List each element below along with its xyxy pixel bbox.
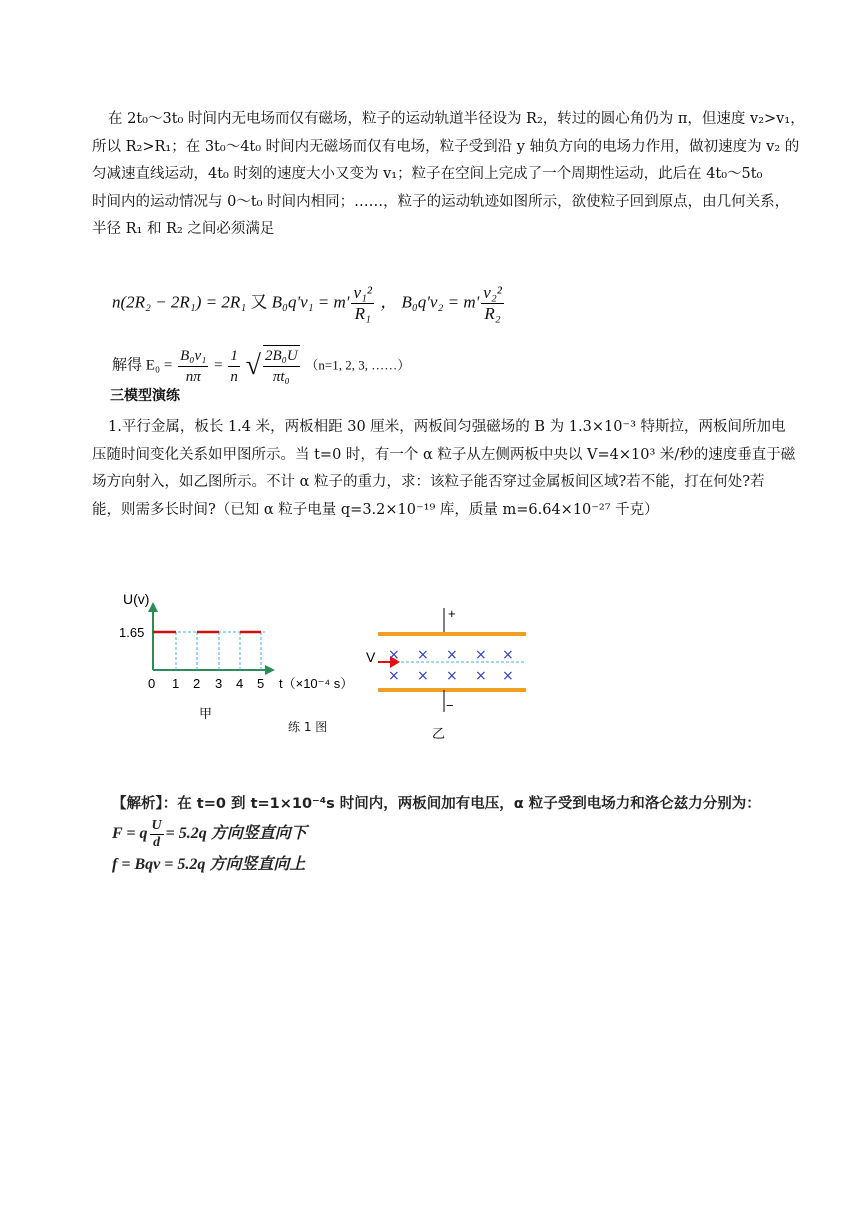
y-value-label: 1.65 (119, 625, 145, 640)
field-cross-icon: × (388, 668, 400, 684)
field-cross-icon: × (388, 647, 400, 663)
magnetic-field-marks (388, 647, 514, 684)
x-axis-label: t（×10⁻⁴ s） (279, 676, 354, 691)
sqrt-fraction (263, 345, 300, 387)
solution-paragraph (92, 106, 805, 244)
y-axis-label: U(v) (123, 591, 150, 607)
plus-label: + (448, 606, 456, 621)
field-cross-icon: × (502, 668, 514, 684)
field-cross-icon: × (475, 647, 487, 663)
text-line: 半径 R₁ 和 R₂ 之间必须满足 (92, 221, 275, 237)
sqrt-icon: √ (245, 350, 261, 381)
eq-prefix: 解得 E₀ = (112, 357, 173, 374)
eq-condition: （n=1, 2, 3, ……） (305, 357, 411, 373)
x-tick-labels (148, 676, 264, 691)
fraction-numerator: B₀v₁ (178, 346, 208, 367)
text-line: 在 2t₀～3t₀ 时间内无电场而仅有磁场，粒子的运动轨道半径设为 R₂，转过的圆心角仍为 π，但速度 v₂>v₁， (108, 111, 805, 127)
text-line: 所以 R₂>R₁；在 3t₀～4t₀ 时间内无磁场而仅有电场，粒子受到沿 y 轴负方向的电场力作用，做初速度为 v₂ 的 (92, 138, 800, 155)
y-axis-arrow-icon (148, 602, 158, 612)
analysis-block (112, 790, 822, 879)
analysis-lorentz-force: f = Bqv = 5.2q 方向竖直向上 (112, 856, 306, 873)
fraction (351, 283, 374, 324)
fraction-numerator: 1 (228, 346, 240, 367)
figure-caption-jia: 甲 (199, 707, 213, 722)
section-heading: 三模型演练 (110, 388, 180, 404)
eq-connector: 又 (250, 292, 268, 312)
text-line: 时间内的运动情况与 0～t₀ 时间内相同；……，粒子的运动轨迹如图所示，欲使粒子回到原点，由几何关系， (92, 193, 790, 210)
x-tick-label: 5 (257, 676, 265, 691)
field-cross-icon: × (475, 668, 487, 684)
fraction (481, 283, 504, 324)
fraction-denominator: n (230, 368, 238, 385)
analysis-electric-force (112, 818, 822, 851)
minus-label: − (446, 698, 454, 713)
text-line: 压随时间变化关系如甲图所示。当 t=0 时，有一个 α 粒子从左侧两板中央以 V=4×10³ 米/秒的速度垂直于磁 (92, 446, 796, 463)
eq-part2: B₀q'v₁ = m' (271, 292, 350, 312)
equation-radius-relation (112, 283, 506, 324)
text-line: 1.平行金属，板长 1.4 米，两板相距 30 厘米，两板间匀强磁场的 B 为 1.3×10⁻³ 特斯拉，两板间所加电 (108, 419, 786, 435)
problem-paragraph (92, 414, 796, 524)
field-cross-icon: × (446, 647, 458, 663)
fraction-denominator: nπ (185, 368, 201, 385)
text-line: 匀减速直线运动，4t₀ 时刻的速度大小又变为 v₁；粒子在空间上完成了一个周期性运动，此后在 4t₀～5t₀ (92, 166, 763, 182)
eq-part3: ， B₀q'v₂ = m' (380, 292, 480, 312)
x-tick-label: 4 (236, 676, 244, 691)
figure-caption-yi: 乙 (432, 727, 446, 742)
x-tick-label: 2 (193, 676, 201, 691)
eq-left: n(2R₂ − 2R₁) = 2R₁ (112, 292, 247, 312)
equation-result (112, 345, 410, 387)
text-line: 能，则需多长时间?（已知 α 粒子电量 q=3.2×10⁻¹⁹ 库，质量 m=6.64×10⁻²⁷ 千克） (92, 501, 659, 518)
fraction-denominator: d (153, 835, 161, 850)
fraction (150, 818, 164, 851)
field-cross-icon: × (502, 647, 514, 663)
x-axis-arrow-icon (265, 665, 275, 675)
fraction-denominator: πt₀ (272, 369, 290, 385)
fraction-numerator: v₂² (483, 283, 502, 302)
force-prefix: F = q (112, 825, 148, 843)
force-suffix: = 5.2q 方向竖直向下 (165, 825, 307, 843)
field-cross-icon: × (417, 647, 429, 663)
fraction-denominator: R₂ (484, 304, 501, 323)
text-line: 场方向射入，如乙图所示。不计 α 粒子的重力，求：该粒子能否穿过金属板间区域?若不能，打在何处?若 (92, 474, 765, 490)
voltage-time-diagram (115, 588, 375, 738)
fraction-denominator: R₁ (354, 304, 371, 323)
analysis-line: 【解析】：在 t=0 到 t=1×10⁻⁴s 时间内，两板间加有电压，α 粒子受到电场力和洛仑兹力分别为： (112, 796, 761, 812)
fraction (228, 346, 240, 387)
x-tick-label: 1 (172, 676, 180, 691)
fraction-numerator: 2B₀U (263, 346, 300, 367)
x-tick-label: 0 (148, 676, 156, 691)
fraction-numerator: U (151, 818, 162, 833)
figure-caption: 练 1 图 (288, 720, 328, 734)
field-cross-icon: × (446, 668, 458, 684)
fraction (178, 346, 208, 387)
guide-lines (153, 632, 265, 670)
eq-equals: = (214, 357, 223, 374)
field-cross-icon: × (417, 668, 429, 684)
fraction-numerator: v₁² (353, 283, 372, 302)
plates-field-diagram (360, 604, 540, 744)
x-tick-label: 3 (215, 676, 223, 691)
velocity-label: V (366, 649, 376, 665)
